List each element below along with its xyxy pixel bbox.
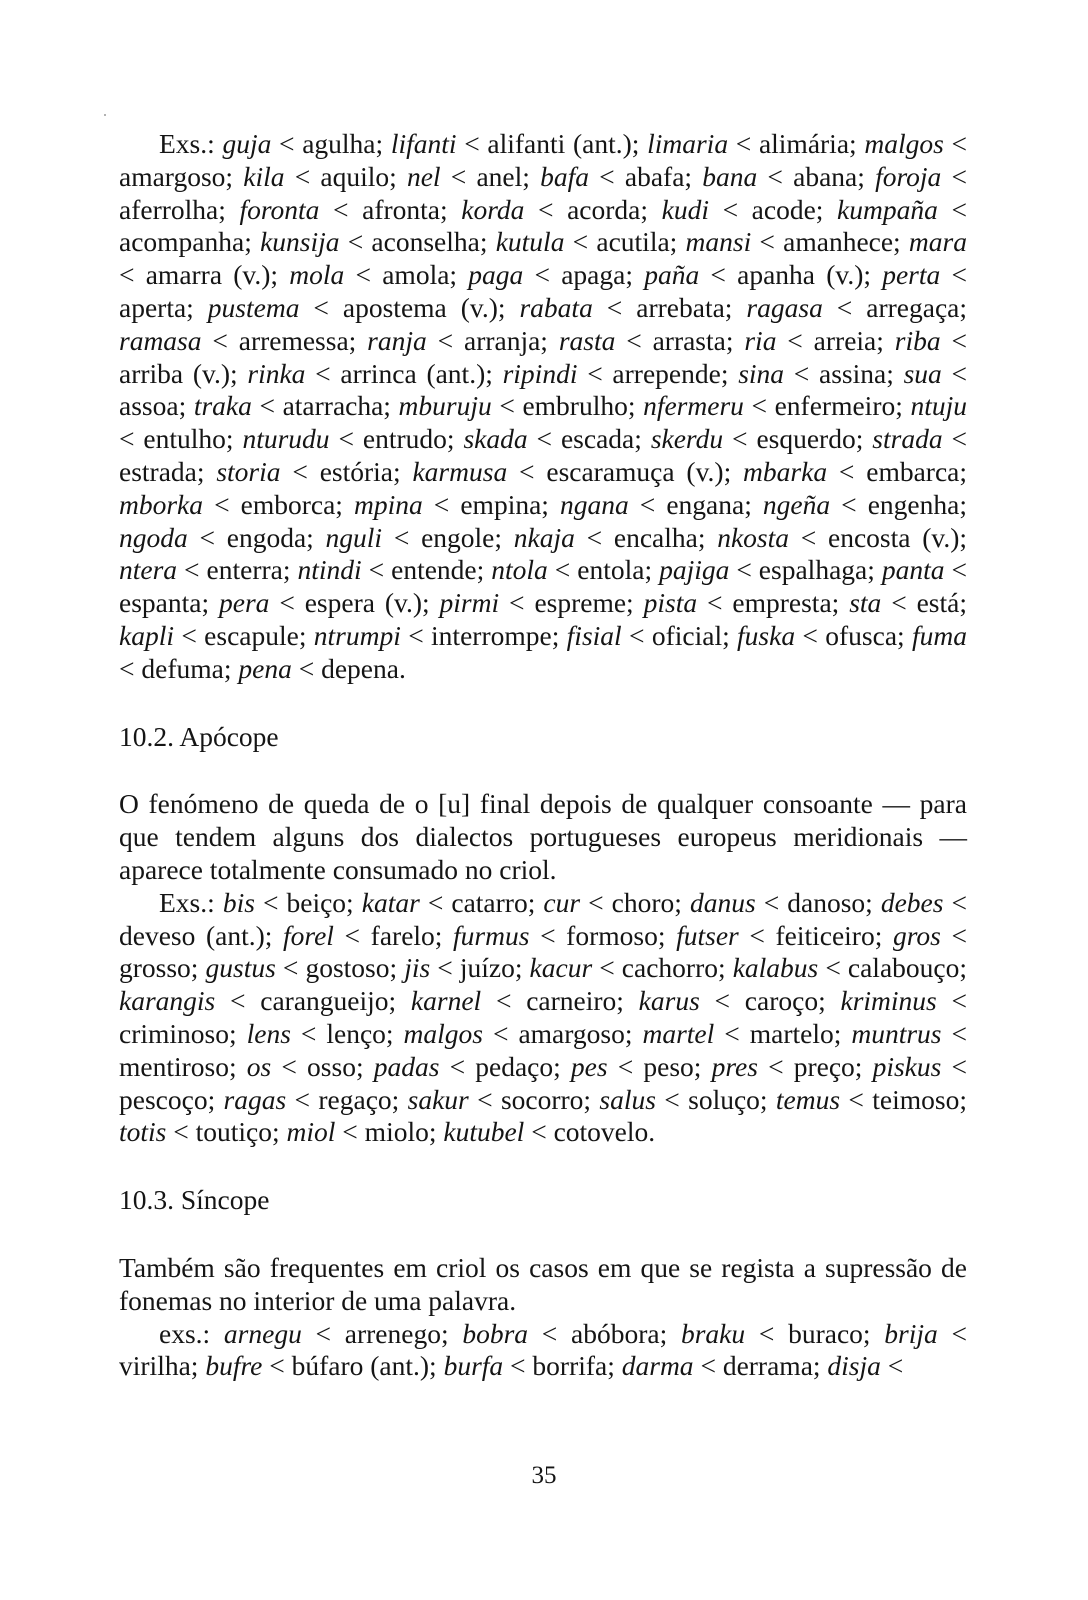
criol-word: ranja	[367, 324, 427, 356]
text-run: < estória;	[280, 455, 413, 487]
criol-word: arnegu	[223, 1317, 302, 1349]
criol-word: sakur	[407, 1083, 469, 1115]
criol-word: lens	[246, 1017, 291, 1049]
text-run: < osso;	[271, 1050, 374, 1082]
criol-word: futser	[676, 919, 739, 951]
criol-word: riba	[894, 324, 941, 356]
text-run: < peso;	[607, 1050, 712, 1082]
text-run: < choro;	[580, 886, 690, 918]
text-run: < pescoço;	[119, 1050, 967, 1115]
text-run: < lenço;	[290, 1017, 404, 1049]
criol-word: ripindi	[502, 357, 578, 389]
text-run: < entende;	[361, 554, 492, 586]
criol-word: bana	[702, 160, 758, 192]
text-run: < feiticeiro;	[738, 919, 893, 951]
text-run: < escapule;	[174, 619, 314, 651]
text-run: < aquilo;	[284, 160, 407, 192]
text-run: Também são frequentes em criol os casos em que se regista a supressão de fonemas no interior de uma palavra.	[119, 1251, 967, 1316]
text-run: < entrudo;	[329, 423, 464, 455]
text-run: < borrifa;	[503, 1350, 622, 1382]
criol-word: martel	[642, 1017, 715, 1049]
text-run: < grosso;	[119, 919, 967, 984]
criol-word: disja	[827, 1350, 881, 1382]
criol-word: mola	[289, 259, 345, 291]
text-run: O fenómeno de queda de o [u] final depois de qualquer consoante — para que tendem alguns dos dialectos portugueses europeus meridionais — aparece totalmente consumado no criol.	[119, 788, 967, 885]
text-run: < cotovelo.	[524, 1116, 656, 1148]
criol-word: bis	[222, 886, 255, 918]
text-run: < arriba (v.);	[119, 324, 967, 389]
text-run: < embrulho;	[491, 390, 644, 422]
text-run: < arremessa;	[201, 324, 368, 356]
text-run: 10.3. Síncope	[119, 1184, 270, 1216]
criol-word: kapli	[119, 619, 174, 651]
criol-word: skada	[463, 423, 528, 455]
criol-word: ngeña	[762, 488, 831, 520]
criol-word: guja	[222, 128, 272, 159]
text-run: < embarca;	[827, 455, 967, 487]
criol-word: piskus	[872, 1050, 942, 1082]
criol-word: fisial	[566, 619, 622, 651]
text-run: < atarracha;	[251, 390, 399, 422]
criol-word: kutubel	[443, 1116, 525, 1148]
text-run: < martelo;	[714, 1017, 852, 1049]
text-run: < espera (v.);	[269, 587, 440, 619]
text-run: < apanha (v.);	[699, 259, 883, 291]
text-run: < aferrolha;	[119, 160, 967, 225]
criol-word: foroja	[875, 160, 942, 192]
text-run: exs.:	[159, 1317, 224, 1349]
criol-word: kila	[243, 160, 285, 192]
text-run: < pedaço;	[439, 1050, 571, 1082]
criol-word: bufre	[205, 1350, 263, 1382]
text-run: < escada;	[527, 423, 651, 455]
criol-word: panta	[881, 554, 945, 586]
criol-word: totis	[119, 1116, 167, 1148]
text-run: < cachorro;	[592, 952, 733, 984]
text-run: <	[880, 1350, 904, 1382]
criol-word: os	[246, 1050, 272, 1082]
text-run: < farelo;	[333, 919, 454, 951]
criol-word: ngoda	[119, 521, 188, 553]
criol-word: ntuju	[910, 390, 967, 422]
criol-word: nfermeru	[643, 390, 744, 422]
criol-word: darma	[621, 1350, 694, 1382]
criol-word: traka	[193, 390, 252, 422]
text-run: < toutiço;	[166, 1116, 287, 1148]
criol-word: ngana	[559, 488, 629, 520]
criol-word: perta	[882, 259, 941, 291]
text-run: < está;	[881, 587, 967, 619]
criol-word: pera	[219, 587, 270, 619]
text-run: < empina;	[422, 488, 560, 520]
criol-word: sua	[903, 357, 942, 389]
text-run: < espanta;	[119, 554, 967, 619]
criol-word: mara	[908, 226, 967, 258]
text-run: < calabouço;	[818, 952, 967, 984]
text-run: < encalha;	[574, 521, 718, 553]
criol-word: kudi	[661, 193, 709, 225]
criol-word: karnel	[410, 985, 482, 1017]
text-run: < catarro;	[419, 886, 544, 918]
text-run: < carangueijo;	[215, 985, 411, 1017]
criol-word: jis	[404, 952, 431, 984]
criol-word: sta	[849, 587, 882, 619]
text-run: < formoso;	[529, 919, 677, 951]
text-run: < assoa;	[119, 357, 967, 422]
criol-word: brija	[884, 1317, 938, 1349]
criol-word: ragasa	[746, 291, 823, 323]
criol-word: ramasa	[119, 324, 202, 356]
text-run: < abóbora;	[528, 1317, 681, 1349]
text-run: < alimária;	[728, 128, 865, 159]
text-run: < deveso (ant.);	[119, 886, 968, 951]
criol-word: mburuju	[398, 390, 492, 422]
criol-word: kumpaña	[837, 193, 938, 225]
text-run: < arrinca (ant.);	[305, 357, 503, 389]
section-heading	[119, 1184, 967, 1217]
text-run: < juízo;	[430, 952, 530, 984]
text-run: < arrasta;	[615, 324, 745, 356]
criol-word: mborka	[119, 488, 204, 520]
text-run: < teimoso;	[840, 1083, 967, 1115]
text-run: Exs.:	[159, 128, 223, 159]
text-run: < arreia;	[776, 324, 895, 356]
criol-word: ntera	[119, 554, 178, 586]
text-run: < amargoso;	[483, 1017, 643, 1049]
criol-word: nguli	[325, 521, 383, 553]
text-run: < empresta;	[697, 587, 850, 619]
text-run: < estrada;	[119, 423, 968, 487]
text-run: < engenha;	[830, 488, 967, 520]
criol-word: ragas	[223, 1083, 287, 1115]
examples-paragraph	[119, 887, 967, 1149]
criol-word: gros	[892, 919, 941, 951]
criol-word: kalabus	[732, 952, 819, 984]
examples-paragraph	[119, 128, 967, 686]
text-run: < socorro;	[468, 1083, 600, 1115]
text-run: < engoda;	[187, 521, 326, 553]
text-run: < arrenego;	[301, 1317, 463, 1349]
criol-word: pena	[238, 652, 292, 684]
criol-word: pajiga	[659, 554, 730, 586]
paper-speck	[104, 114, 106, 116]
criol-word: malgos	[403, 1017, 483, 1049]
text-run: < amola;	[344, 259, 469, 291]
criol-word: ntrumpi	[313, 619, 401, 651]
text-run: < defuma;	[119, 652, 239, 684]
criol-word: gustus	[205, 952, 276, 984]
criol-word: muntrus	[851, 1017, 942, 1049]
text-run: < encosta (v.);	[789, 521, 968, 553]
body-paragraph	[119, 1252, 967, 1318]
text-run: < entulho;	[119, 423, 243, 455]
text-run: < arrebata;	[592, 291, 747, 323]
text-run: < amargoso;	[119, 128, 968, 192]
text-run: < acompanha;	[119, 193, 967, 258]
criol-word: forel	[283, 919, 334, 951]
criol-word: paga	[468, 259, 524, 291]
text-run: < abafa;	[588, 160, 703, 192]
body-paragraph	[119, 788, 967, 886]
text-run: < soluço;	[655, 1083, 776, 1115]
criol-word: nel	[406, 160, 441, 192]
text-run: < entola;	[547, 554, 660, 586]
criol-word: ntola	[491, 554, 548, 586]
criol-word: paña	[644, 259, 700, 291]
text-run: < derrama;	[693, 1350, 828, 1382]
text-run: < engole;	[382, 521, 514, 553]
text-run: < enterra;	[177, 554, 298, 586]
criol-word: lifanti	[390, 128, 457, 159]
criol-word: braku	[680, 1317, 746, 1349]
text-run: < apostema (v.);	[299, 291, 520, 323]
text-run: < gostoso;	[275, 952, 405, 984]
criol-word: kriminus	[840, 985, 937, 1017]
criol-word: pista	[643, 587, 698, 619]
text-run: < regaço;	[286, 1083, 408, 1115]
criol-word: miol	[286, 1116, 336, 1148]
text-run: < interrompe;	[400, 619, 567, 651]
criol-word: pirmi	[439, 587, 500, 619]
text-run: < agulha;	[271, 128, 391, 159]
text-run: < beiço;	[254, 886, 362, 918]
criol-word: karmusa	[412, 455, 508, 487]
text-run: < engana;	[628, 488, 763, 520]
criol-word: pustema	[207, 291, 300, 323]
text-run: < arrepende;	[577, 357, 739, 389]
criol-word: nturudu	[242, 423, 330, 455]
text-run: < danoso;	[755, 886, 881, 918]
text-run: 10.2. Apócope	[119, 720, 279, 752]
text-run: < abana;	[757, 160, 876, 192]
criol-word: bafa	[540, 160, 589, 192]
text-run: < espalhaga;	[729, 554, 882, 586]
criol-word: rasta	[558, 324, 616, 356]
text-run: < ofusca;	[795, 619, 912, 651]
criol-word: fuma	[912, 619, 967, 651]
criol-word: mansi	[685, 226, 752, 258]
criol-word: salus	[599, 1083, 656, 1115]
text-run: < amarra (v.);	[119, 259, 290, 291]
text-run: < oficial;	[621, 619, 738, 651]
text-run: < emborca;	[203, 488, 354, 520]
criol-word: mbarka	[743, 455, 828, 487]
criol-word: foronta	[239, 193, 320, 225]
text-run: < depena.	[291, 652, 406, 684]
criol-word: limaria	[647, 128, 729, 159]
criol-word: storia	[216, 455, 281, 487]
criol-word: fuska	[737, 619, 796, 651]
criol-word: ria	[744, 324, 777, 356]
text-run: < escaramuça (v.);	[507, 455, 744, 487]
text-run: < arregaça;	[822, 291, 968, 323]
examples-paragraph	[119, 1318, 967, 1384]
criol-word: kacur	[529, 952, 593, 984]
text-run: < espreme;	[499, 587, 644, 619]
criol-word: strada	[872, 423, 943, 455]
criol-word: rabata	[519, 291, 593, 323]
text-run: < búfaro (ant.);	[262, 1350, 444, 1382]
text-run: < alifanti (ant.);	[456, 128, 648, 159]
text-run: < afronta;	[319, 193, 462, 225]
text-run: < arranja;	[426, 324, 559, 356]
criol-word: kutula	[495, 226, 565, 258]
text-run: < miolo;	[335, 1116, 444, 1148]
criol-word: cur	[543, 886, 581, 918]
criol-word: rinka	[247, 357, 306, 389]
criol-word: padas	[373, 1050, 440, 1082]
criol-word: pes	[570, 1050, 608, 1082]
criol-word: bobra	[462, 1317, 529, 1349]
text-run: Exs.:	[159, 886, 223, 918]
section-heading	[119, 721, 967, 754]
text-run: < assina;	[784, 357, 904, 389]
page-body	[119, 128, 967, 1383]
text-run: < acorda;	[524, 193, 662, 225]
criol-word: burfa	[443, 1350, 504, 1382]
text-run: < caroço;	[699, 985, 841, 1017]
criol-word: danus	[689, 886, 756, 918]
text-run: < buraco;	[745, 1317, 885, 1349]
criol-word: karangis	[119, 985, 216, 1017]
text-run: < preço;	[757, 1050, 873, 1082]
criol-word: furmus	[453, 919, 530, 951]
page-number: 35	[531, 1462, 557, 1489]
text-run: < anel;	[440, 160, 541, 192]
criol-word: nkaja	[513, 521, 575, 553]
text-run: < aperta;	[119, 259, 968, 323]
criol-word: debes	[880, 886, 944, 918]
text-run: < enfermeiro;	[743, 390, 911, 422]
text-run: < acutila;	[564, 226, 686, 258]
criol-word: malgos	[864, 128, 944, 159]
text-run: < criminoso;	[119, 985, 967, 1049]
text-run: < mentiroso;	[119, 1017, 967, 1082]
text-run: < esquerdo;	[723, 423, 873, 455]
text-run: < apaga;	[523, 259, 645, 291]
text-run: < aconselha;	[339, 226, 496, 258]
criol-word: temus	[775, 1083, 841, 1115]
text-run: < amanhece;	[751, 226, 909, 258]
criol-word: kunsija	[260, 226, 340, 258]
criol-word: mpina	[354, 488, 423, 520]
criol-word: sina	[738, 357, 785, 389]
criol-word: ntindi	[297, 554, 362, 586]
criol-word: pres	[711, 1050, 758, 1082]
text-run: < virilha;	[119, 1317, 968, 1382]
criol-word: korda	[461, 193, 525, 225]
criol-word: skerdu	[650, 423, 724, 455]
criol-word: nkosta	[717, 521, 790, 553]
text-run: < carneiro;	[481, 985, 639, 1017]
criol-word: karus	[638, 985, 700, 1017]
text-run: < acode;	[708, 193, 838, 225]
criol-word: katar	[361, 886, 420, 918]
